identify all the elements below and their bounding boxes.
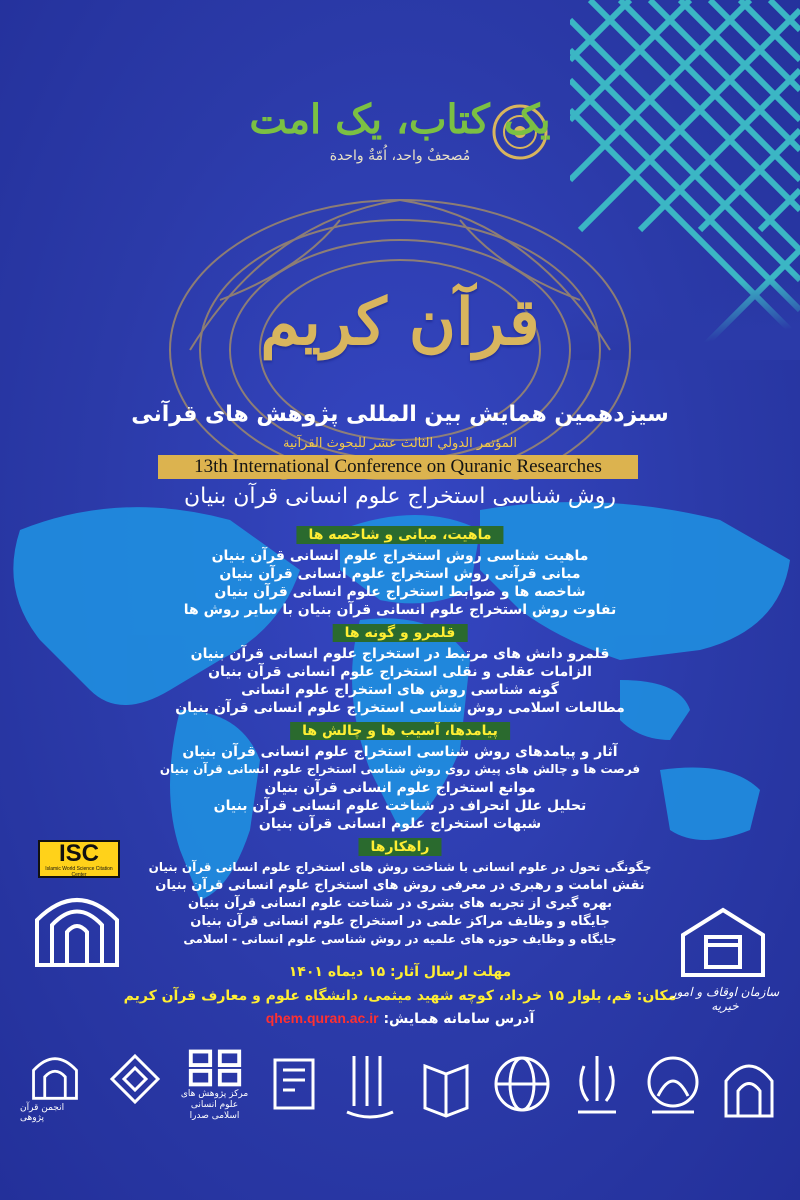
university-emblem-icon <box>22 880 132 970</box>
topic-item: نقش امامت و رهبری در معرفی روش های استخراج علوم انسانی قرآن بنیان <box>155 878 645 893</box>
brand-subtitle: مُصحفٌ واحد، اُمّةٌ واحدة <box>329 148 471 164</box>
topic-item: موانع استخراج علوم انسانی قرآن بنیان <box>264 780 536 796</box>
sponsor-square-logo <box>263 1045 325 1125</box>
conference-theme: روش شناسی استخراج علوم انسانی قرآن بنیان <box>183 484 617 509</box>
topic-item: جایگاه و وظایف حوزه های علمیه در روش شناسی علوم انسانی - اسلامی <box>183 932 617 946</box>
topic-item: گونه شناسی روش های استخراج علوم انسانی <box>241 682 559 698</box>
topic-item: الزامات عقلی و نقلی استخراج علوم انسانی قرآن بنیان <box>208 664 592 680</box>
topic-item: فرصت ها و چالش های پیش روی روش شناسی استخراج علوم انسانی قرآن بنیان <box>159 762 641 776</box>
sponsor-dome-logo <box>642 1045 704 1125</box>
sponsor-sadra-label: مرکز پژوهش های علوم انسانی اسلامی صدرا <box>180 1089 249 1121</box>
venue-address: مکان: قم، بلوار ۱۵ خرداد، کوچه شهید میثمی، دانشگاه علوم و معارف قرآن کریم <box>123 988 677 1004</box>
topic-item: شاخصه ها و ضوابط استخراج علوم انسانی قرآن بنیان <box>214 584 586 600</box>
topic-item: مبانی قرآنی روش استخراج علوم انسانی قرآن بنیان <box>219 566 581 582</box>
topic-item: چگونگی تحول در علوم انسانی با شناخت روش های استخراج علوم انسانی قرآن بنیان <box>148 860 652 874</box>
sponsor-calligraphy-logo <box>339 1045 401 1125</box>
topic-item: جایگاه و وظایف مراکز علمی در استخراج علوم انسانی قرآن بنیان <box>190 914 610 929</box>
isc-label: ISC <box>58 840 99 867</box>
topic-item: تفاوت روش استخراج علوم انسانی قرآن بنیان با سایر روش ها <box>183 602 617 618</box>
section-title-scope: قلمرو و گونه ها <box>333 624 468 642</box>
topic-item: قلمرو دانش های مرتبط در استخراج علوم انسانی قرآن بنیان <box>190 646 610 662</box>
website-label: آدرس سامانه همایش: <box>383 1011 535 1027</box>
awqaf-emblem-icon <box>678 905 768 985</box>
isc-subtitle: Islamic World Science Citation Center <box>45 866 113 878</box>
topic-item: ماهیت شناسی روش استخراج علوم انسانی قرآن بنیان <box>211 548 589 564</box>
topic-item: شبهات استخراج علوم انسانی قرآن بنیان <box>258 816 542 832</box>
sponsor-iran-emblem-logo <box>566 1045 628 1125</box>
quran-calligraphy: قرآن کریم <box>260 285 540 360</box>
sponsor-anjoman-logo <box>20 1047 90 1123</box>
awqaf-label: سازمان اوقاف و امور خیریه <box>670 985 780 1013</box>
sponsor-book-logo <box>415 1045 477 1125</box>
sponsor-globe-logo <box>491 1045 553 1125</box>
section-title-solutions: راهکارها <box>359 838 442 856</box>
isc-badge <box>38 840 120 878</box>
conference-title-fa: سیزدهمین همایش بین المللی پژوهش های قرآنی <box>131 402 669 427</box>
topic-item: آثار و پیامدهای روش شناسی استخراج علوم انسانی قرآن بنیان <box>182 744 618 760</box>
submission-deadline: مهلت ارسال آثار: ۱۵ دیماه ۱۴۰۱ <box>288 964 512 980</box>
conference-title-en: 13th International Conference on Quranic Researches <box>158 455 638 479</box>
website-link[interactable]: qhem.quran.ac.ir <box>265 1010 379 1026</box>
section-title-consequences: پیامدها، آسیب ها و چالش ها <box>290 722 510 740</box>
topic-item: مطالعات اسلامی روش شناسی استخراج علوم انسانی قرآن بنیان <box>175 700 625 716</box>
conference-title-ar: المؤتمر الدولي الثالث عشر للبحوث القرآنية <box>283 436 517 451</box>
sponsor-logos <box>20 1040 780 1130</box>
topic-item: تحلیل علل انحراف در شناخت علوم انسانی قرآن بنیان <box>213 798 587 814</box>
topic-item: بهره گیری از تجربه های بشری در شناخت علوم انسانی قرآن بنیان <box>187 896 613 911</box>
brand-title: یک کتاب، یک امت <box>249 96 551 143</box>
section-title-nature: ماهیت، مبانی و شاخصه ها <box>296 526 503 544</box>
sponsor-sadra-logo <box>180 1045 250 1125</box>
sponsor-anjoman-label: انجمن قرآن پژوهی <box>20 1103 65 1123</box>
sponsor-knot-logo <box>104 1045 166 1125</box>
sponsor-mosque-logo <box>718 1045 780 1125</box>
